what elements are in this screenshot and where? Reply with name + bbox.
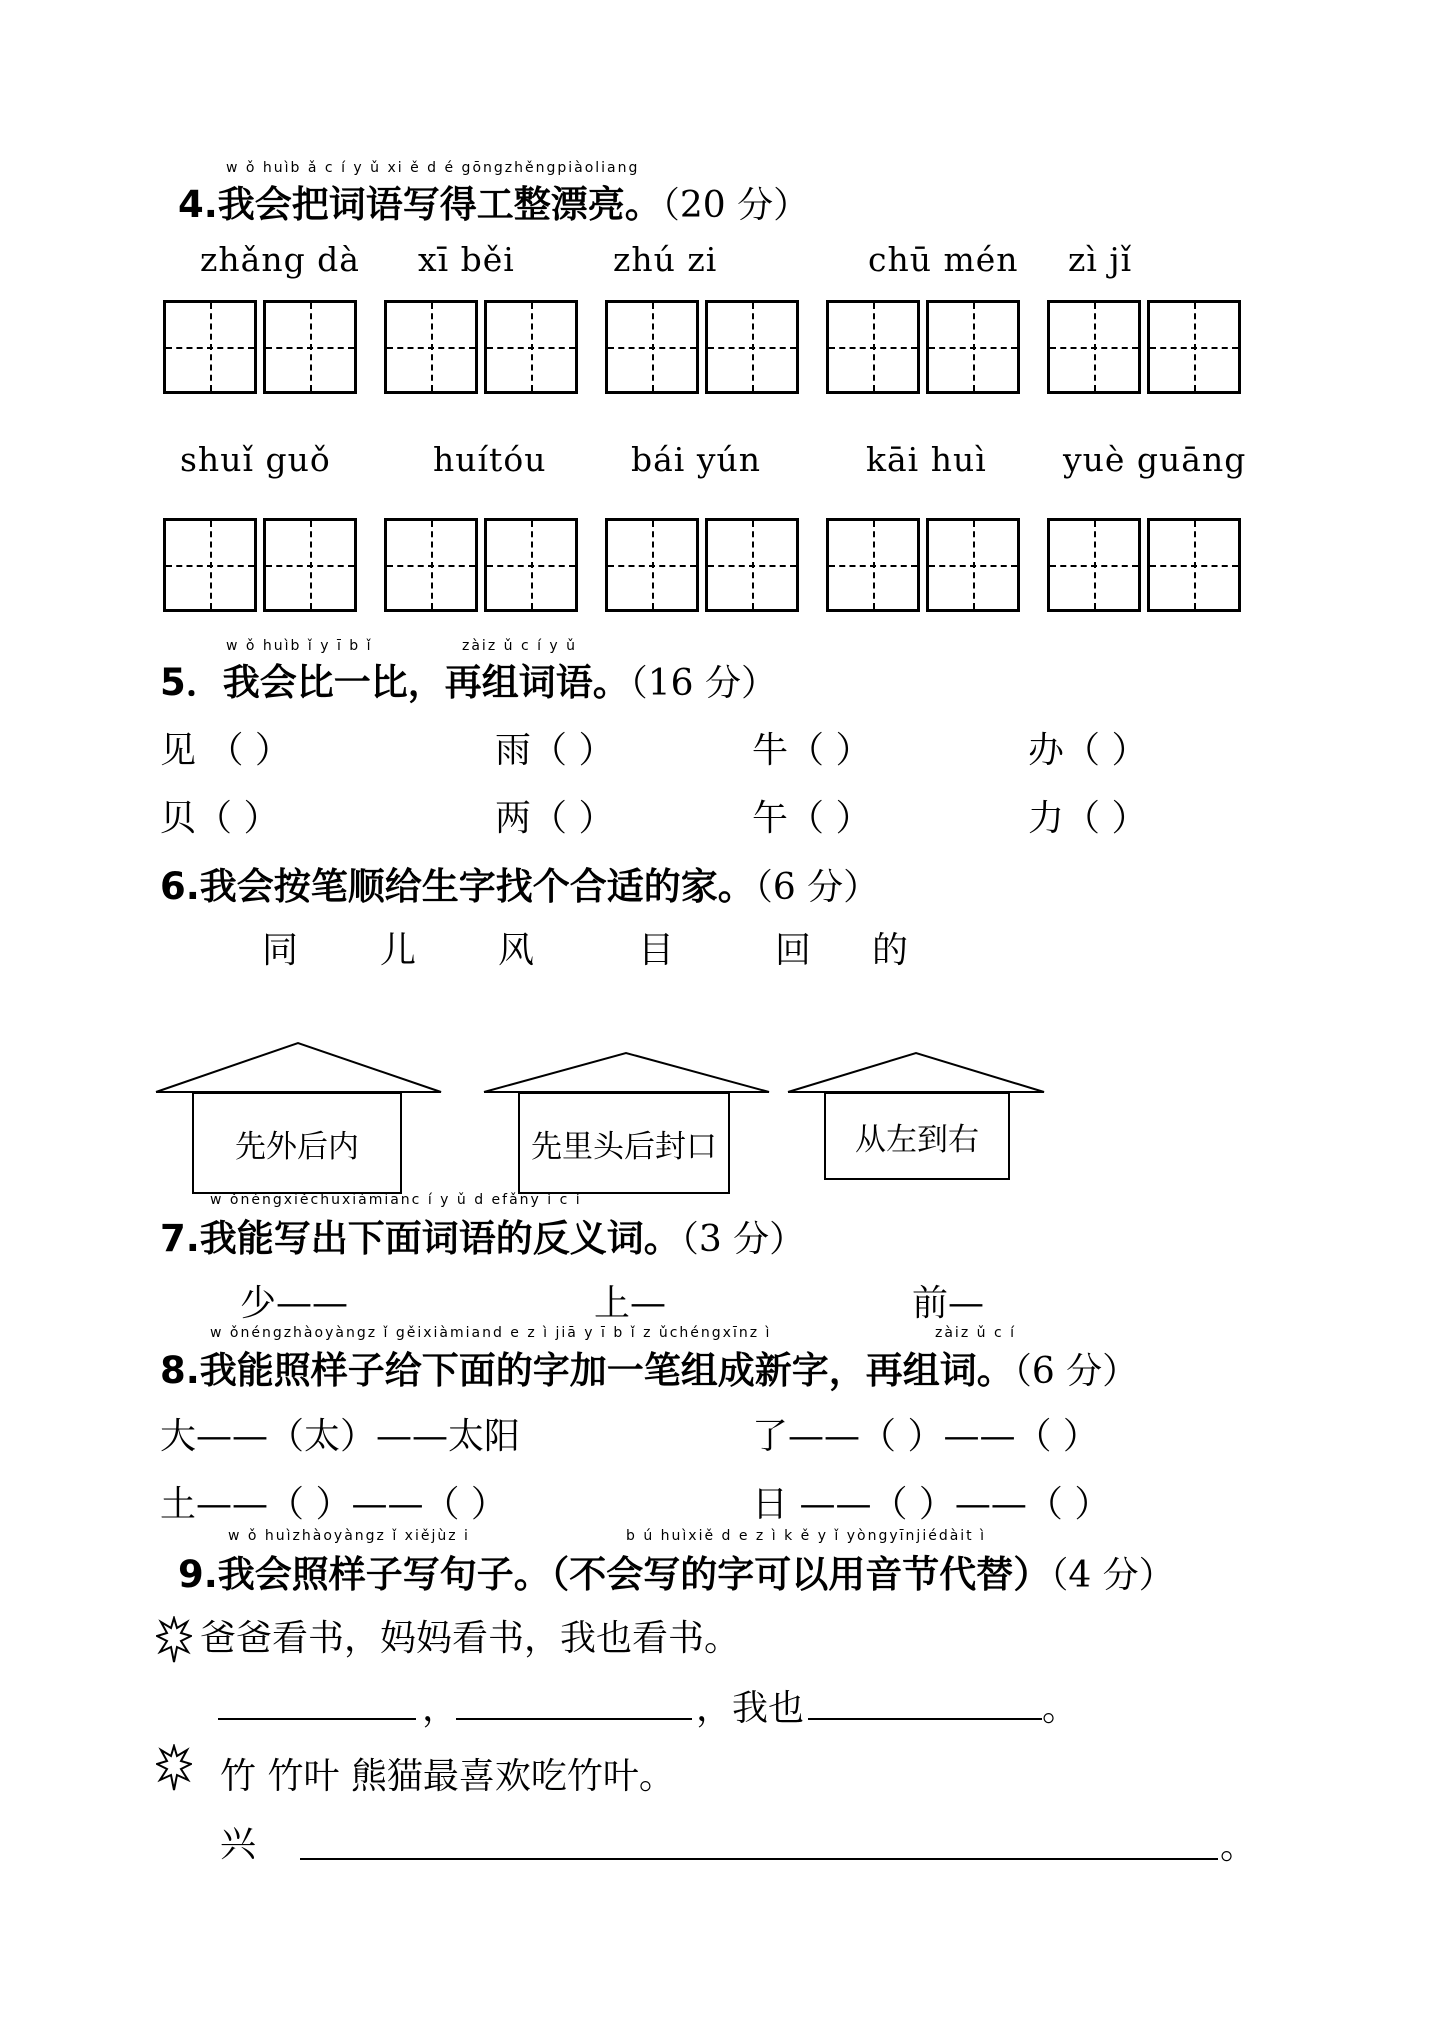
q9-end-1: 。 [1042,1688,1079,1729]
answer-line-2[interactable] [456,1718,692,1720]
q6-char-5: 回 [775,930,812,971]
house-1[interactable] [192,1092,402,1194]
q5-heading [160,652,777,706]
q9-pinyin-annotation-1: w ǒ huìzhàoyàngz ǐ xiějùz i [228,1528,470,1544]
q5-pinyin-annotation-1: w ǒ huìb ǐ y ī b ǐ [226,638,373,654]
q5-item-6: 两（ ） [495,798,615,839]
q5-item-7: 午（ ） [752,798,872,839]
q7-item-1: 少—— [240,1283,349,1324]
q4-pinyin-10: yuè guāng [1063,440,1247,479]
answer-line-3[interactable] [808,1718,1042,1720]
q4-pinyin-4: chū mén [868,240,1019,279]
q6-points: （6 分） [754,867,880,908]
q5-item-4: 办（ ） [1028,730,1148,771]
q9-end-2: 。 [1220,1826,1257,1867]
writing-grid-box[interactable] [263,518,357,612]
q9-comma-1: ， [422,1688,459,1729]
writing-grid-box[interactable] [484,518,578,612]
writing-grid-box[interactable] [1147,518,1241,612]
q6-title: 6.我会按笔顺给生字找个合适的家。 [160,865,755,908]
writing-grid-box[interactable] [826,518,920,612]
writing-grid-box[interactable] [926,518,1020,612]
q9-pinyin-annotation-2: b ú huìxiě d e z ì k ě y ǐ yòngyīnjiédàit ì [626,1528,987,1544]
q4-pinyin-annotation: w ǒ huìb ǎ c í y ǔ xi ě d é gōngzhěngpiàoliang [226,160,640,176]
q8-pinyin-annotation-1: w ǒnéngzhàoyàngz ǐ gěixiàmiand e z ì jiā y ī b ǐ z ǔchéngxīnz ì [210,1325,772,1341]
q4-title: 4.我会把词语写得工整漂亮。 [178,183,662,226]
house-2-label: 先里头后封口 [531,1128,717,1165]
q4-points: （20 分） [661,185,810,226]
q9-heading [178,1544,1175,1598]
writing-grid-box[interactable] [384,300,478,394]
q5-item-3: 牛（ ） [752,730,872,771]
q7-pinyin-annotation: w ǒnéngxiěchūxiàmianc í y ǔ d efǎny ì c í [210,1192,582,1208]
q7-title: 7.我能写出下面词语的反义词。 [160,1217,681,1260]
q7-item-2: 上— [594,1283,667,1324]
writing-grid-box[interactable] [384,518,478,612]
q8-item-3: 日 ——（ ）——（ ） [752,1484,1111,1525]
q4-pinyin-6: shuǐ guǒ [180,440,331,479]
q4-pinyin-2: xī běi [418,240,515,279]
house-2[interactable] [518,1092,730,1194]
q5-points: （16 分） [629,663,778,704]
q5-pinyin-annotation-2: zàiz ǔ c í y ǔ [462,638,578,654]
q4-pinyin-5: zì jǐ [1068,240,1133,279]
writing-grid-box[interactable] [1047,300,1141,394]
house-roof-3 [786,1050,1048,1095]
house-3[interactable] [824,1092,1010,1180]
q4-heading [178,174,809,228]
answer-line-4[interactable] [300,1858,1218,1860]
q5-title: 5．我会比一比，再组词语。 [160,661,630,704]
q6-char-6: 的 [872,930,909,971]
q6-char-2: 儿 [380,930,417,971]
q4-pinyin-7: huítóu [433,440,547,479]
q7-heading [160,1208,805,1262]
writing-grid-box[interactable] [605,300,699,394]
q4-pinyin-1: zhǎng dà [200,240,360,279]
q8-pinyin-annotation-2: zàiz ǔ c í [935,1325,1016,1341]
q7-points: （3 分） [680,1219,806,1260]
q7-item-3: 前— [912,1283,985,1324]
writing-grid-box[interactable] [826,300,920,394]
writing-grid-box[interactable] [163,518,257,612]
answer-line-1[interactable] [218,1718,416,1720]
q9-char: 兴 [220,1824,257,1865]
q8-points: （6 分） [1013,1351,1139,1392]
q5-item-1: 见 （ ） [160,730,291,771]
q9-example-2: 竹 竹叶 熊猫最喜欢吃竹叶。 [220,1756,675,1797]
q5-item-2: 雨（ ） [495,730,615,771]
writing-grid-box[interactable] [163,300,257,394]
burst-icon [156,1616,192,1664]
writing-grid-box[interactable] [1047,518,1141,612]
writing-grid-box[interactable] [705,518,799,612]
q8-item-2: 土——（ ）——（ ） [160,1484,507,1525]
q6-char-1: 同 [262,930,299,971]
q8-heading [160,1340,1138,1394]
writing-grid-box[interactable] [1147,300,1241,394]
q9-title: 9.我会照样子写句子。（不会写的字可以用音节代替） [178,1553,1051,1596]
writing-grid-box[interactable] [705,300,799,394]
q6-char-3: 风 [498,930,535,971]
q5-item-8: 力（ ） [1028,798,1148,839]
writing-grid-box[interactable] [484,300,578,394]
q5-item-5: 贝（ ） [160,798,280,839]
house-3-label: 从左到右 [855,1121,979,1158]
q8-example: 大——（太）——太阳 [160,1416,521,1457]
burst-icon [156,1744,192,1792]
q8-title: 8.我能照样子给下面的字加一笔组成新字，再组词。 [160,1349,1014,1392]
q4-pinyin-9: kāi huì [866,440,987,479]
writing-grid-box[interactable] [263,300,357,394]
q4-pinyin-8: bái yún [631,440,761,479]
q8-item-1: 了——（ ）——（ ） [752,1416,1099,1457]
house-1-label: 先外后内 [235,1128,359,1165]
q9-comma-2: ，我也 [696,1688,805,1729]
house-roof-2 [482,1050,772,1095]
q9-example-1: 爸爸看书，妈妈看书，我也看书。 [200,1618,741,1659]
writing-grid-box[interactable] [605,518,699,612]
writing-grid-box[interactable] [926,300,1020,394]
house-roof-1 [154,1040,444,1095]
q6-heading [160,856,879,910]
q4-pinyin-3: zhú zi [613,240,718,279]
q6-char-4: 目 [638,930,675,971]
q9-points: （4 分） [1050,1555,1175,1596]
